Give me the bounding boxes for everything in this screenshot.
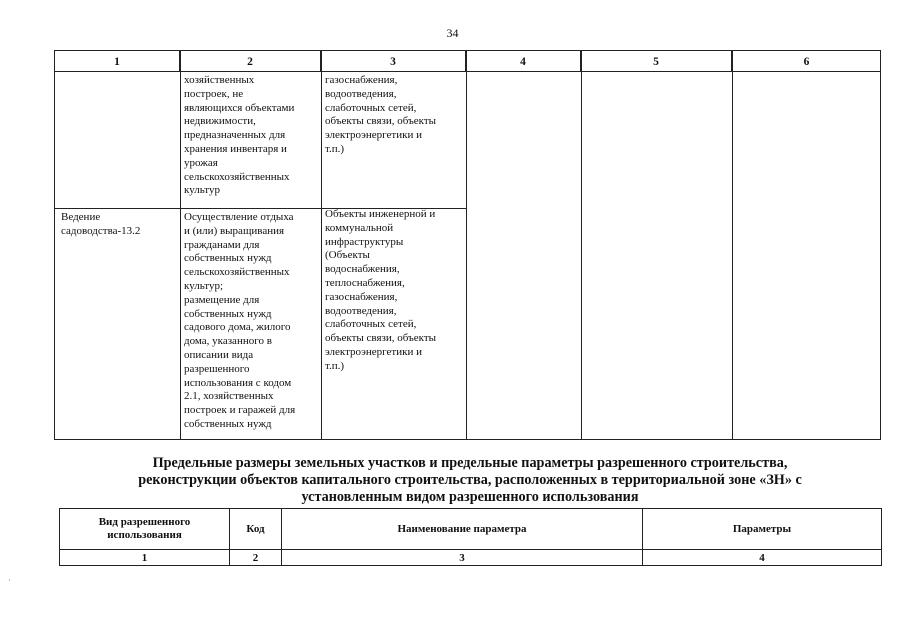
param-col-number-1: 1 xyxy=(60,549,230,566)
param-header-code: Код xyxy=(230,509,282,549)
row1-permitted-use-description: хозяйственных построек, не являющихся объектами недвижимости, предназначенных для хранения инвентаря и урожая сельскохозяйственных культур xyxy=(184,74,295,197)
param-col-number-4: 4 xyxy=(643,549,881,566)
col-header-4: 4 xyxy=(466,51,581,72)
row1-auxiliary-objects: газоснабжения, водоотведения, слаботочных сетей, объекты связи, объекты электроэнергетики и т.п.) xyxy=(325,74,437,155)
param-header-parameter-name: Наименование параметра xyxy=(282,509,643,549)
param-col-number-3: 3 xyxy=(282,549,643,566)
col-header-2: 2 xyxy=(180,51,321,72)
parameters-table xyxy=(59,508,882,566)
column-divider xyxy=(321,51,322,439)
row2-permitted-use-description: Осуществление отдыха и (или) выращивания гражданами для собственных нужд сельскохозяйственных культур; размещение для собственных нужд садового дома, жилого дома, указанного в описании вида разрешенного использования с кодом 2.1, хозяйственных построек и гаражей для собственных нужд xyxy=(184,211,296,430)
section-title: Предельные размеры земельных участков и предельные параметры разрешенного строительства, реконструкции объектов капитального строительства, расположенных в территориальной зоне «ЗН» с установленным видом разрешенного использования xyxy=(138,455,802,505)
column-divider xyxy=(581,51,582,439)
column-divider xyxy=(180,51,181,439)
param-col-number-2: 2 xyxy=(230,549,282,566)
param-header-use-type: Вид разрешенного использования xyxy=(60,509,230,549)
scan-mark: · xyxy=(8,575,11,585)
col-header-6: 6 xyxy=(732,51,881,72)
row2-auxiliary-objects: Объекты инженерной и коммунальной инфраструктуры (Объекты водоснабжения, теплоснабжения, газоснабжения, водоотведения, слаботочных сетей, объекты связи, объекты электроэнергетики и т.п.) xyxy=(325,208,437,372)
column-divider xyxy=(466,51,467,439)
row2-use-type-name: Ведение садоводства-13.2 xyxy=(61,211,141,237)
col-header-3: 3 xyxy=(321,51,466,72)
column-divider xyxy=(732,51,733,439)
param-header-values: Параметры xyxy=(732,522,792,535)
col-header-1: 1 xyxy=(55,51,180,72)
col-header-5: 5 xyxy=(581,51,732,72)
page-number: 34 xyxy=(446,26,459,40)
land-use-table xyxy=(54,50,881,440)
